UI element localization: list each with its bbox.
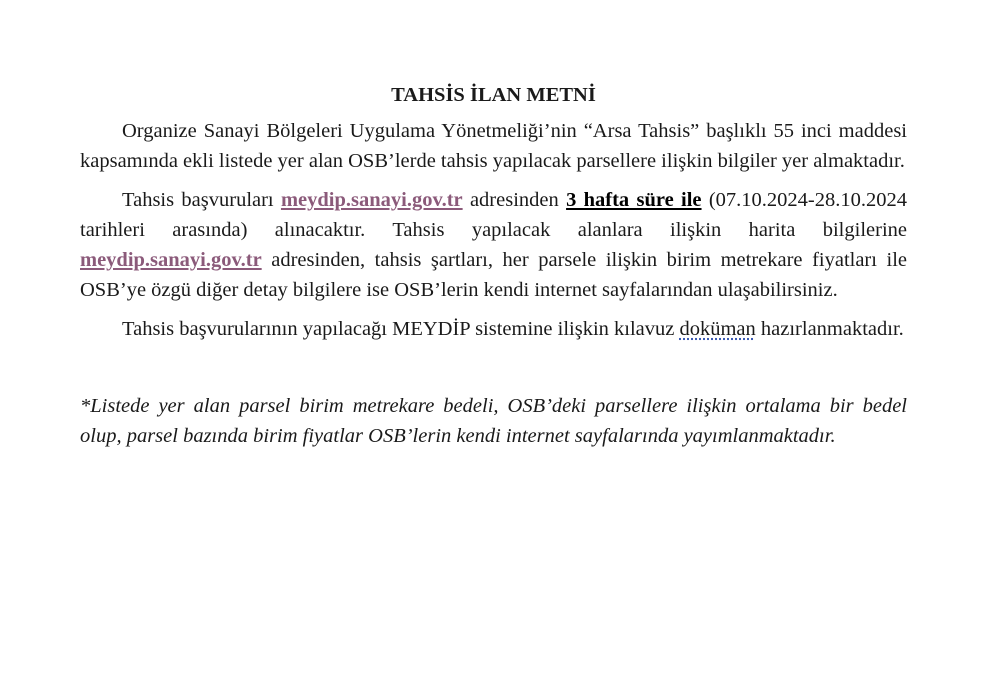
application-text-3: (07.10.2024-28.10.2024 tarihleri arasında) alınacaktır. Tahsis yapılacak alanlara ilişkin harita bilgilerine xyxy=(80,189,908,241)
document-page xyxy=(80,80,907,460)
meydip-link-2[interactable]: meydip.sanayi.gov.tr xyxy=(80,249,262,271)
guide-text-1: Tahsis başvurularının yapılacağı MEYDİP sistemine ilişkin kılavuz xyxy=(122,318,680,340)
application-text-4: adresinden, tahsis şartları, her parsele ilişkin birim metrekare fiyatları ile OSB’ye özgü diğer detay bilgilere ise OSB’lerin kendi internet sayfalarından ulaşabilirsiniz. xyxy=(80,249,907,301)
meydip-link-1[interactable]: meydip.sanayi.gov.tr xyxy=(280,189,463,211)
spellcheck-word: doküman xyxy=(679,318,756,340)
document-title: TAHSİS İLAN METNİ xyxy=(391,84,596,106)
paragraph-application xyxy=(80,185,907,305)
duration-emphasis: 3 hafta süre ile xyxy=(566,189,702,211)
application-text-1: Tahsis başvuruları xyxy=(122,189,281,211)
guide-text-2: hazırlanmaktadır. xyxy=(755,318,904,340)
footnote: *Listede yer alan parsel birim metrekare bedeli, OSB’deki parsellere ilişkin ortalama bir bedel olup, parsel bazında birim fiyatlar OSB’lerin kendi internet sayfalarında yayımlanmaktadır. xyxy=(80,395,907,447)
paragraph-guide xyxy=(80,314,907,344)
paragraph-intro: Organize Sanayi Bölgeleri Uygulama Yönetmeliği’nin “Arsa Tahsis” başlıklı 55 inci maddesi kapsamında ekli listede yer alan OSB’lerde tahsis yapılacak parsellere ilişkin bilgiler yer almaktadır. xyxy=(80,120,907,172)
application-text-2: adresinden xyxy=(462,189,567,211)
